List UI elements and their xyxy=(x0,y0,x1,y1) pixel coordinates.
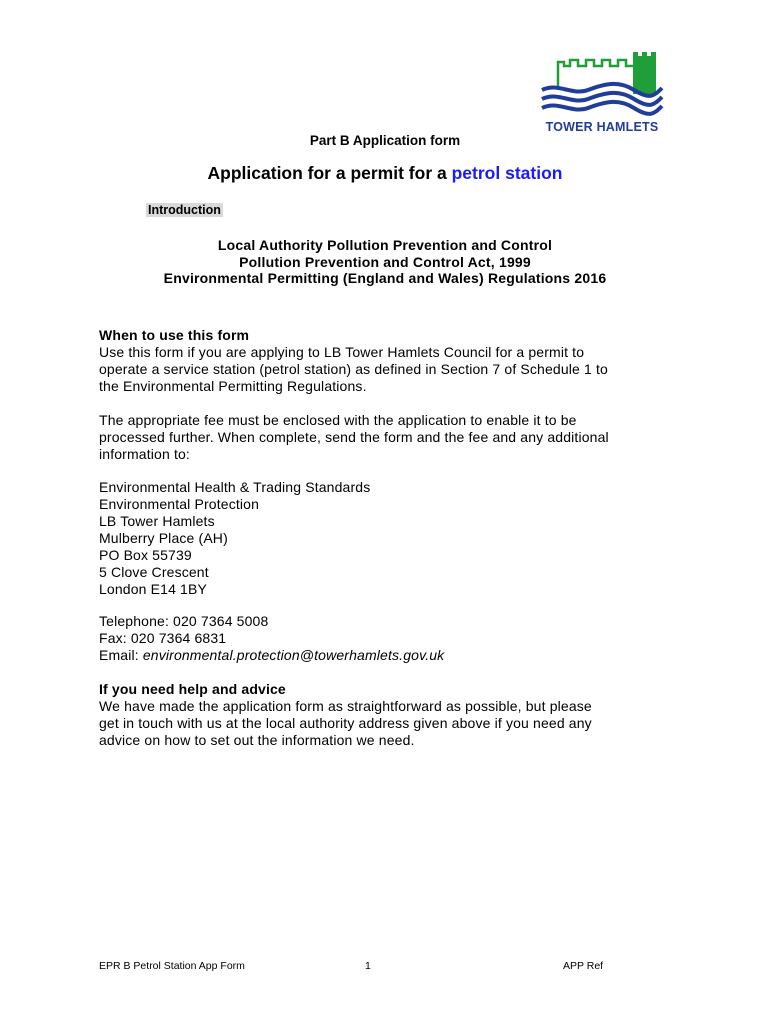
address-line: London E14 1BY xyxy=(99,581,207,597)
address-line: Mulberry Place (AH) xyxy=(99,530,228,546)
paragraph-line: The appropriate fee must be enclosed with the application to enable it to be xyxy=(99,412,577,428)
paragraph-line: processed further. When complete, send the form and the fee and any additional xyxy=(99,429,609,445)
address-line: PO Box 55739 xyxy=(99,547,192,563)
title-highlight: petrol station xyxy=(451,163,563,183)
form-part-label: Part B Application form xyxy=(309,133,461,148)
legal-references xyxy=(0,237,770,287)
title-prefix: Application for a permit for a xyxy=(207,163,447,183)
page-title xyxy=(0,163,770,184)
contact-details xyxy=(99,613,659,664)
paragraph-line: get in touch with us at the local authority address given above if you need any xyxy=(99,715,592,731)
fee-section xyxy=(99,412,659,463)
postal-address xyxy=(99,479,659,598)
introduction-label: Introduction xyxy=(148,203,221,217)
paragraph-line: advice on how to set out the information we need. xyxy=(99,732,415,748)
help-section xyxy=(99,681,659,749)
paragraph-line: Use this form if you are applying to LB Tower Hamlets Council for a permit to xyxy=(99,344,585,360)
address-line: 5 Clove Crescent xyxy=(99,564,209,580)
email-address-link[interactable]: environmental.protection@towerhamlets.gov.uk xyxy=(142,647,445,663)
legal-line: Environmental Permitting (England and Wales) Regulations 2016 xyxy=(163,270,607,286)
legal-line: Pollution Prevention and Control Act, 1999 xyxy=(239,253,531,270)
footer-app-ref: APP Ref xyxy=(563,960,604,972)
email-line xyxy=(99,647,659,664)
when-to-use-section xyxy=(99,327,659,395)
telephone-line: Telephone: 020 7364 5008 xyxy=(99,613,269,629)
address-line: LB Tower Hamlets xyxy=(99,513,215,529)
email-label: Email: xyxy=(99,647,139,663)
paragraph-line: operate a service station (petrol station) as defined in Section 7 of Schedule 1 to xyxy=(99,361,608,377)
footer-page-number: 1 xyxy=(365,960,371,972)
legal-line: Local Authority Pollution Prevention and Control xyxy=(217,237,553,253)
logo-wordmark: TOWER HAMLETS xyxy=(545,120,659,134)
paragraph-line: the Environmental Permitting Regulations. xyxy=(99,378,367,394)
paragraph-line: information to: xyxy=(99,446,190,462)
tower-hamlets-logo xyxy=(538,50,666,138)
footer-form-name: EPR B Petrol Station App Form xyxy=(99,960,245,972)
paragraph-line: We have made the application form as straightforward as possible, but please xyxy=(99,698,592,714)
address-line: Environmental Health & Trading Standards xyxy=(99,479,371,495)
address-line: Environmental Protection xyxy=(99,496,260,512)
castle-waves-icon xyxy=(538,50,666,118)
fax-line: Fax: 020 7364 6831 xyxy=(99,630,227,646)
section-heading: When to use this form xyxy=(99,327,250,343)
section-heading: If you need help and advice xyxy=(99,681,286,697)
